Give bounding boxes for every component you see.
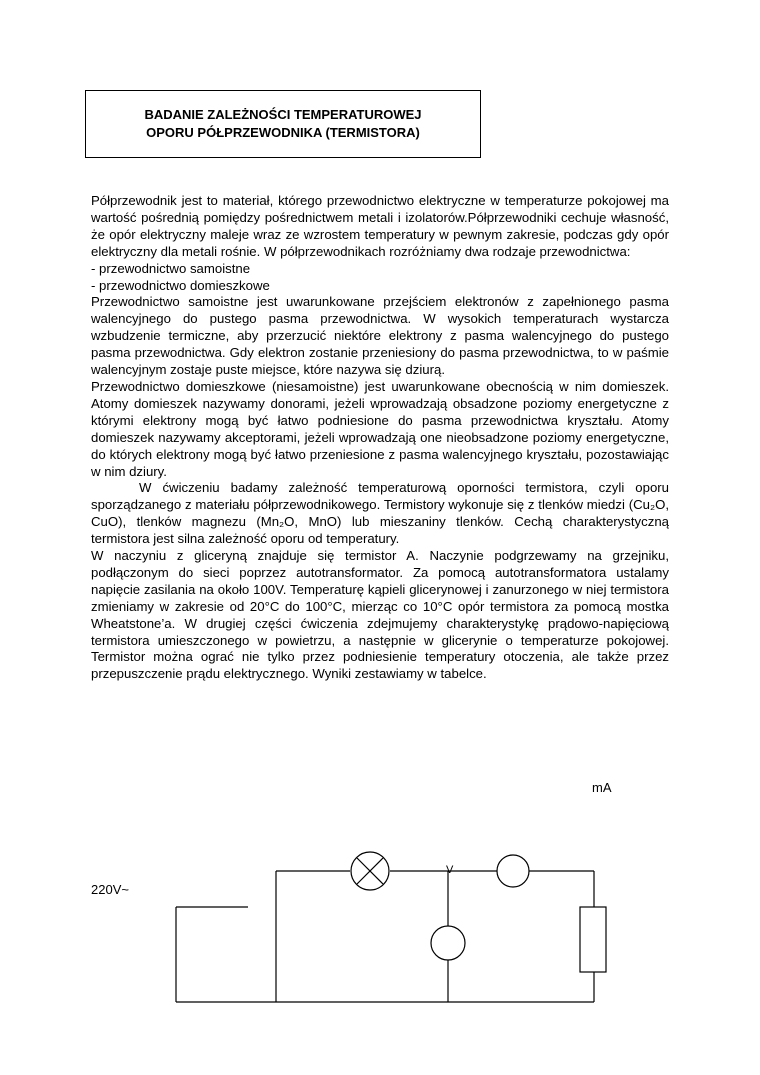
list-item-samoistne: - przewodnictwo samoistne	[91, 260, 251, 276]
paragraph-cwiczenie: W ćwiczeniu badamy zależność temperaturową oporności termistora, czyli oporu sporządzanego z materiału półprzewodnikowego. Termistory wykonuje się z tlenków miedzi (Cu₂O, CuO), tlenków magnezu (Mn₂O, MnO) lub mieszaniny tlenków. Cechą charakterystyczną termistora jest silna zależność oporu od temperatury.	[91, 480, 669, 547]
title-line-2: OPORU PÓŁPRZEWODNIKA (TERMISTORA)	[146, 125, 420, 140]
thermistor-icon	[580, 907, 606, 972]
milliammeter-label: mA	[592, 780, 612, 795]
paragraph-domieszkowe: Przewodnictwo domieszkowe (niesamoistne) jest uwarunkowane obecnością w nim domieszek. Atomy domieszek nazywamy donorami, jeżeli wprowadzają obsadzone poziomy energetyczne z którymi elektrony mogą być łatwo podniesione do pasma przewodnictwa kryształu. Atomy domieszek nazywamy akceptorami, jeżeli wprowadzają one nieobsadzone poziomy energetyczne, do których elektrony mogą być łatwo przeniesione z pasma walencyjnego kryształu, pozostawiając w nim dziury.	[91, 378, 669, 479]
milliammeter-icon	[497, 855, 529, 887]
title-line-1: BADANIE ZALEŻNOŚCI TEMPERATUROWEJ	[144, 107, 422, 122]
paragraph-samoistne: Przewodnictwo samoistne jest uwarunkowane przejściem elektronów z zapełnionego pasma walencyjnego do pustego pasma przewodnictwa. W wysokich temperaturach wystarcza wzbudzenie termiczne, aby przerzucić niektóre elektrony z pasma walencyjnego do pustego pasma przewodnictwa. Gdy elektron zostanie przeniesiony do pasma przewodnictwa, to w paśmie walencyjnym zostaje puste miejsce, które nazywa się dziurą.	[91, 294, 669, 378]
list-item-domieszkowe: - przewodnictwo domieszkowe	[91, 277, 270, 293]
paragraph-intro: Półprzewodnik jest to materiał, którego przewodnictwo elektryczne w temperaturze pokojowej ma wartość pośrednią pomiędzy pośrednictwem metali i izolatorów.Półprzewodniki cechuje własność, że opór elektryczny maleje wraz ze wzrostem temperatury w pewnym zakresie, podczas gdy opór elektryczny dla metali rośnie. W półprzewodnikach rozróżniamy dwa rodzaje przewodnictwa:	[91, 193, 669, 259]
source-label: 220V~	[91, 882, 129, 897]
voltmeter-icon	[431, 926, 465, 960]
paragraph-naczynie: W naczyniu z gliceryną znajduje się termistor A. Naczynie podgrzewamy na grzejniku, podłączonym do sieci poprzez autotransformator. Za pomocą autotransformatora ustalamy napięcie zasilania na około 100V. Temperaturę kąpieli glicerynowej i zanurzonego w niej termistora zmieniamy w zakresie od 20°C do 100°C, mierząc co 10°C opór termistora za pomocą mostka Wheatstone’a. W drugiej części ćwiczenia zdejmujemy charakterystykę prądowo-napięciową termistora umieszczonego w powietrzu, a następnie w glicerynie o temperaturze pokojowej. Termistor można ograć nie tylko przez podniesienie temperatury otoczenia, ale także przez przepuszczenie prądu elektrycznego. Wyniki zestawiamy w tabelce.	[91, 548, 669, 682]
voltmeter-label: V	[446, 864, 454, 876]
